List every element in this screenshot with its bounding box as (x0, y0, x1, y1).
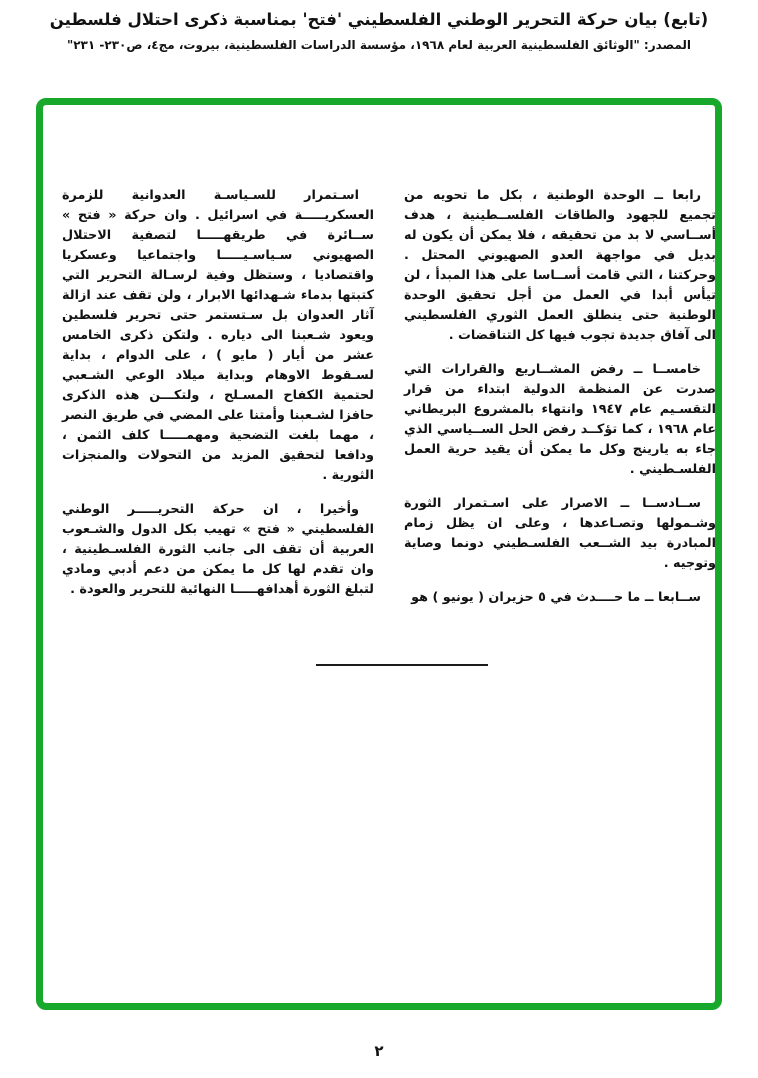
document-title: (تابع) بيان حركة التحرير الوطني الفلسطيني 'فتح' بمناسبة ذكرى احتلال فلسطين (49, 10, 709, 29)
paragraph-fifth-point: خامســا ــ رفض المشــاريع والقرارات التي صدرت عن المنظمة الدولية ابتداء من قرار التقسـيم عام ١٩٤٧ وانتهاء بالمشروع البريطاني عام ١٩٦٨ ، كما تؤكــد رفض الحل الســياسي الذي جاء به يارينج وكل ما يمكن أن يقيد حرية العمل الفلسـطيني . (404, 362, 716, 477)
paragraph-seventh-point-start: ســابعا ــ ما حــــدث في ٥ حزيران ( يونيو ) هو (411, 590, 701, 605)
document-header (0, 8, 758, 54)
paragraph-sixth-point: ســادســا ــ الاصرار على اسـتمرار الثورة وشـمولها وتصـاعدها ، وعلى ان يظل زمام المبادرة بيد الشــعب الفلسـطيني دونما وصاية وتوجيه . (404, 496, 716, 571)
paragraph-fourth-point: رابعا ــ الوحدة الوطنية ، بكل ما تحويه من تجميع للجهود والطاقات الفلســطينية ، هدف أســاسي لا بد من تحقيقه ، فلا يمكن أن يكون له بديل في مواجهة العدو الصهيوني المحتل . وحركتنا ، التي قامت أســاسا على هذا المبدأ ، لن تيأس أبدا في العمل من أجل تحقيق الوحدة الوطنية حتى ينطلق العمل الثوري الفلسطيني الى آفاق جديدة تجوب فيها كل التناقضات . (404, 188, 716, 343)
column-right (404, 186, 716, 608)
document-source-citation: المصدر: "الوثائق الفلسطينية العربية لعام ١٩٦٨، مؤسسة الدراسات الفلسطينية، بيروت، مج٤، ص٢٣٠- ٢٣١" (66, 38, 692, 52)
paragraph-closing-appeal: وأخيرا ، ان حركة التحريـــــر الوطني الفلسطيني « فتح » تهيب بكل الدول والشـعوب العربية أن تقف الى جانب الثورة الفلسـطينية ، وان تقدم لها كل ما يمكن من دعم أدبي ومادي لتبلغ الثورة أهدافهـــــا النهائية للتحرير والعودة . (62, 502, 374, 597)
paragraph-seventh-point-continuation: اسـتمرار للسـياسـة العدوانية للزمرة العسكريـــــة في اسرائيل . وان حركة « فتح » ســائرة في طريقهـــــا لتصفية الاحتلال الصهيوني سـياسـيـــــا واجتماعيا وعسكريا واقتصاديا ، وستظل وفية لرسـالة التحرير التي كتبتها بدماء شـهدائها الابرار ، ولن تقف عند ازالة آثار العدوان بل سـتستمر حتى تحرير فلسطين ويعود شـعبنا الى دياره . ولتكن ذكرى الخامس عشر من أيار ( مايو ) ، على الدوام ، بداية لسـقوط الاوهام وبداية ميلاد الوعي الشـعبي لحتمية الكفاح المسـلح ، ولتكـــن هذه الذكرى حافزا لشـعبنا وأمتنا على المضي في طريق النصر ، مهما بلغت التضحية ومهمـــــا كلف الثمن ، ودافعا لتحقيق المزيد من التحولات والمنجزات الثورية . (62, 188, 374, 483)
body-columns (62, 186, 716, 608)
column-left (62, 186, 374, 608)
section-divider-line (316, 664, 488, 666)
page-number: ٢ (374, 1042, 384, 1060)
